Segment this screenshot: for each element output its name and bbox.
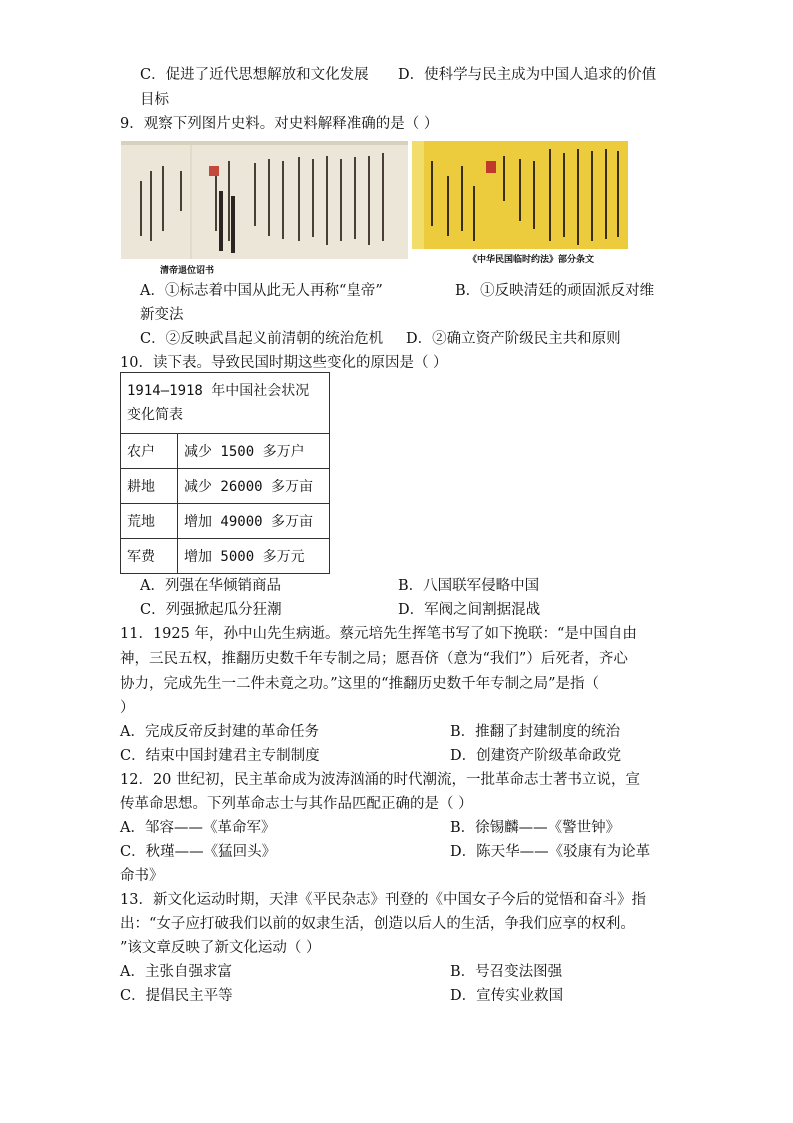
- q11-line-2: 神，三民五权，推翻历史数千年专制之局；愿吾侪（意为“我们”）后死者，齐心: [120, 651, 628, 667]
- table-row: [121, 434, 330, 469]
- q13-option-c: C．提倡民主平等: [120, 988, 233, 1004]
- table-title-line-2: 变化简表: [127, 407, 183, 423]
- q8-option-c: C．促进了近代思想解放和文化发展: [140, 67, 369, 83]
- q12-line-1: 12．20 世纪初，民主革命成为波涛汹涌的时代潮流，一批革命志士著书立说，宣: [120, 772, 641, 788]
- q10-option-c: C．列强掀起瓜分狂潮: [140, 602, 282, 618]
- q13-line-3: ”该文章反映了新文化运动（ ）: [120, 940, 321, 956]
- table-row: [121, 469, 330, 504]
- q12-option-b: B．徐锡麟——《警世钟》: [450, 820, 621, 836]
- q11-line-1: 11．1925 年，孙中山先生病逝。蔡元培先生挥笔书写了如下挽联：“是中国自由: [120, 626, 637, 642]
- social-change-table: [120, 372, 330, 574]
- constitution-image-art: [412, 141, 628, 249]
- table-cell-value: 减少 1500 多万户: [178, 434, 330, 469]
- edict-image: [121, 141, 408, 259]
- table-title-line-1: 1914—1918 年中国社会状况: [127, 383, 310, 399]
- table-cell-label: 荒地: [121, 504, 178, 539]
- q8-option-d-continued: 目标: [140, 92, 169, 108]
- q8-option-d: D．使科学与民主成为中国人追求的价值: [398, 67, 657, 83]
- edict-caption: 清帝退位诏书: [160, 266, 215, 276]
- q13-option-b: B．号召变法图强: [450, 964, 563, 980]
- q13-line-2: 出：“女子应打破我们以前的奴隶生活，创造以后人的生活，争我们应享的权利。: [120, 916, 635, 932]
- table-cell-label: 军费: [121, 539, 178, 574]
- q9-option-b: B．①反映清廷的顽固派反对维: [455, 283, 655, 299]
- q13-line-1: 13．新文化运动时期，天津《平民杂志》刊登的《中国女子今后的觉悟和奋斗》指: [120, 892, 646, 908]
- q12-option-c: C．秋瑾——《猛回头》: [120, 844, 277, 860]
- q9-stem: 9．观察下列图片史料。对史料解释准确的是（ ）: [120, 116, 439, 132]
- table-cell-value: 增加 5000 多万元: [178, 539, 330, 574]
- q11-option-a: A．完成反帝反封建的革命任务: [120, 724, 319, 740]
- q12-line-2: 传革命思想。下列革命志士与其作品匹配正确的是（ ）: [120, 796, 473, 812]
- constitution-caption: 《中华民国临时约法》部分条文: [468, 255, 595, 265]
- q13-option-d: D．宣传实业救国: [450, 988, 564, 1004]
- q10-option-b: B．八国联军侵略中国: [398, 578, 540, 594]
- q13-option-a: A．主张自强求富: [120, 964, 232, 980]
- q11-option-c: C．结束中国封建君主专制制度: [120, 748, 320, 764]
- q9-option-a: A．①标志着中国从此无人再称“皇帝”: [140, 283, 383, 299]
- table-cell-label: 耕地: [121, 469, 178, 504]
- q10-stem: 10．读下表。导致民国时期这些变化的原因是（ ）: [120, 355, 448, 371]
- q9-option-b-continued: 新变法: [140, 307, 184, 323]
- table-cell-value: 减少 26000 多万亩: [178, 469, 330, 504]
- q11-option-b: B．推翻了封建制度的统治: [450, 724, 621, 740]
- table-row: [121, 504, 330, 539]
- q12-option-d-continued: 命书》: [120, 868, 164, 884]
- constitution-image: [412, 141, 628, 249]
- table-title: [121, 373, 330, 434]
- table-cell-label: 农户: [121, 434, 178, 469]
- q12-option-a: A．邹容——《革命军》: [120, 820, 276, 836]
- edict-image-art: [121, 141, 408, 259]
- q11-line-3: 协力，完成先生一二件未竟之功。”这里的“推翻历史数千年专制之局”是指（: [120, 676, 599, 692]
- table-row: [121, 539, 330, 574]
- q11-line-4: ）: [120, 700, 135, 716]
- q10-option-a: A．列强在华倾销商品: [140, 578, 281, 594]
- q12-option-d: D．陈天华——《驳康有为论革: [450, 844, 651, 860]
- table-cell-value: 增加 49000 多万亩: [178, 504, 330, 539]
- table-title-row: [121, 373, 330, 434]
- q9-option-c: C．②反映武昌起义前清朝的统治危机: [140, 331, 384, 347]
- q11-option-d: D．创建资产阶级革命政党: [450, 748, 622, 764]
- q9-option-d: D．②确立资产阶级民主共和原则: [406, 331, 621, 347]
- q10-option-d: D．军阀之间割据混战: [398, 602, 541, 618]
